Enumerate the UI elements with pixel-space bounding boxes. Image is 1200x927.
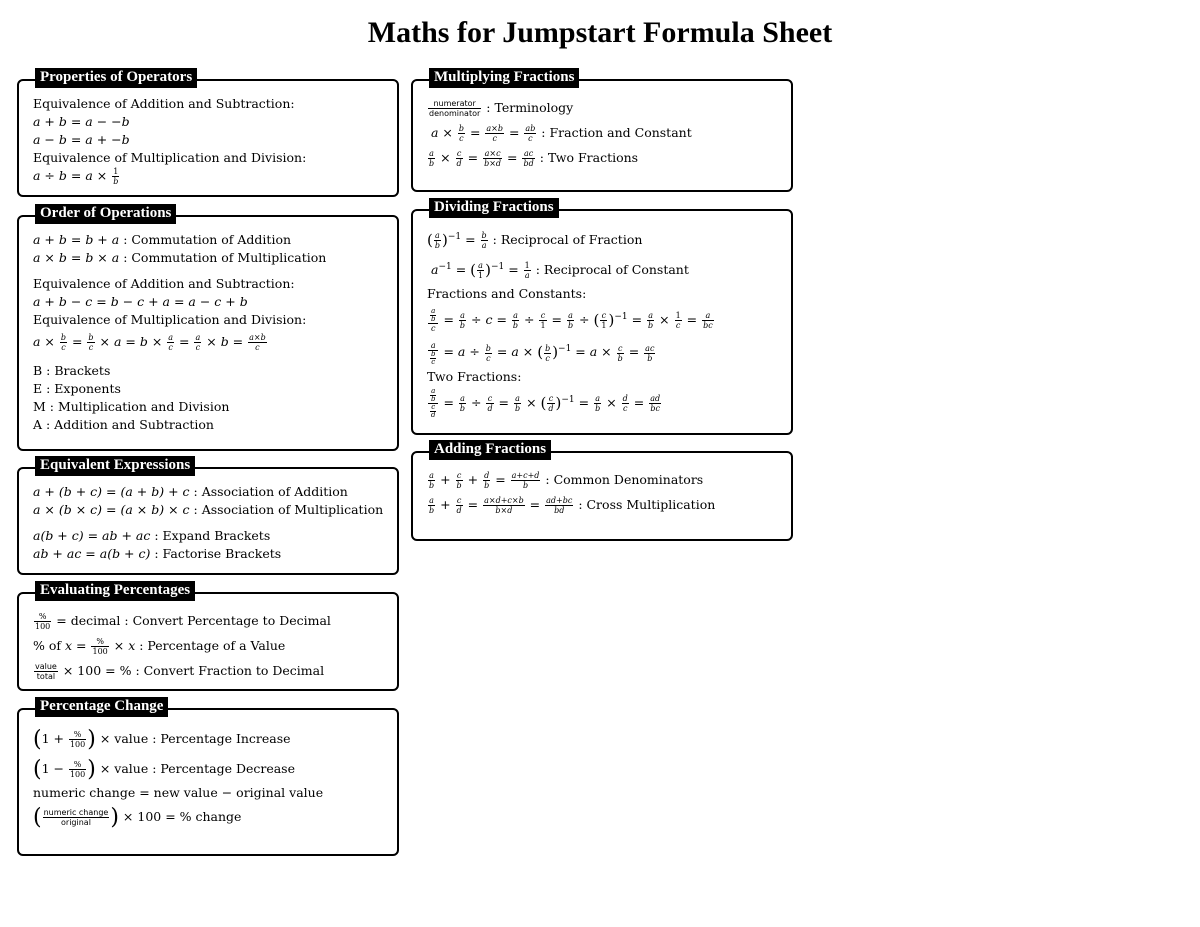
label: : Association of Addition (193, 484, 348, 499)
text-line: Equivalence of Addition and Subtraction: (33, 276, 295, 291)
formula: $\frac{\text{value}}{\text{total}}$ × 100 = % : Convert Fraction to Decimal (35, 662, 325, 681)
formula: a × $\frac{b}{c}$ = $\frac{a\times b}{c}$ = $\frac{ab}{c}$ : Fraction and Constant (430, 124, 692, 143)
text-line: Equivalence of Multiplication and Division: (33, 312, 307, 327)
section-title: Dividing Fractions (429, 198, 559, 218)
formula: a × (b × c) = (a × b) × c : Association of Multiplication (33, 502, 384, 517)
label: : Reciprocal of Fraction (492, 232, 643, 248)
bedmas-item: B : Brackets (33, 363, 111, 378)
formula: $\frac{a}{b}$ × $\frac{c}{d}$ = $\frac{a\times c}{b\times d}$ = $\frac{ac}{bd}$ : Two Fractions (429, 149, 639, 168)
formula: $\frac{a}{b}$ + $\frac{c}{d}$ = $\frac{a\times d+c\times b}{b\times d}$ = $\frac{ad+bc}{bd}$ : Cross Multiplication (429, 496, 716, 515)
label: : Two Fractions (539, 150, 639, 165)
section-equivalent-expressions (17, 457, 399, 575)
formula: a + b = a − −b (33, 114, 130, 129)
section-title: Percentage Change (35, 697, 168, 717)
section-order-of-operations (17, 205, 399, 451)
section-properties-of-operators (17, 69, 399, 197)
page-title: Maths for Jumpstart Formula Sheet (367, 16, 833, 49)
formula: a × $\frac{b}{c}$ = $\frac{b}{c}$ × a = b × $\frac{a}{c}$ = $\frac{a}{c}$ × b = $\frac{a\times b}{c}$ (33, 333, 266, 352)
formula: a + b = b + a : Commutation of Addition (33, 232, 292, 247)
section-adding-fractions (411, 441, 793, 541)
formula: (1 − $\frac{\%}{100}$ ) × value : Percentage Decrease (33, 757, 295, 782)
section-title: Evaluating Percentages (35, 581, 195, 601)
formula: $\frac{a}{\frac{b}{c}}$ = a ÷ $\frac{b}{c}$ = a × ( $\frac{b}{c}$ )$^{-1}$ = a × $\frac{c}{b}$ = $\frac{ac}{b}$ (427, 335, 783, 367)
text-line: Fractions and Constants: (427, 286, 587, 302)
section-title: Adding Fractions (429, 440, 551, 460)
formula: a ÷ b = a × $\frac{1}{b}$ (33, 167, 119, 186)
text-line: Equivalence of Addition and Subtraction: (33, 96, 295, 111)
label: : Percentage of a Value (139, 638, 286, 653)
label: : Expand Brackets (154, 528, 271, 543)
bedmas-item: M : Multiplication and Division (33, 399, 230, 414)
label: : Cross Multiplication (578, 497, 716, 512)
label: : Convert Fraction to Decimal (135, 663, 325, 678)
formula: ab + ac = a(b + c) : Factorise Brackets (33, 546, 282, 561)
text-line: Two Fractions: (427, 368, 522, 384)
formula: ( $\frac{a}{b}$ )$^{-1}$ = $\frac{b}{a}$ : Reciprocal of Fraction (427, 231, 643, 251)
text-line: Equivalence of Multiplication and Division: (33, 150, 307, 165)
label: : Percentage Decrease (152, 761, 295, 776)
label: : Reciprocal of Constant (535, 262, 689, 278)
section-multiplying-fractions (411, 69, 793, 192)
label: : Commutation of Multiplication (123, 250, 327, 265)
section-evaluating-percentages (17, 582, 399, 691)
formula: $\frac{\frac{a}{b}}{c}$ = $\frac{a}{b}$ ÷ c = $\frac{a}{b}$ ÷ $\frac{c}{1}$ = $\frac{a}{b}$ ÷ ( $\frac{c}{1}$ )$^{-1}$ = $\frac{a}{b}$ × $\frac{1}{c}$ = $\frac{a}{bc}$ (427, 303, 783, 335)
formula: $a^{-1}$ = ( $\frac{a}{1}$ )$^{-1}$ = $\frac{1}{a}$ : Reciprocal of Constant (430, 261, 689, 281)
label: : Percentage Increase (152, 731, 291, 746)
formula: a(b + c) = ab + ac : Expand Brackets (33, 528, 271, 543)
formula: a + b − c = b − c + a = a − c + b (33, 294, 248, 309)
label: : Commutation of Addition (123, 232, 292, 247)
label: : Factorise Brackets (154, 546, 282, 561)
label: : Convert Percentage to Decimal (124, 613, 331, 628)
section-title: Order of Operations (35, 204, 176, 224)
formula: (1 + $\frac{\%}{100}$ ) × value : Percentage Increase (33, 727, 291, 752)
formula: $\frac{\frac{a}{b}}{\frac{c}{d}}$ = $\frac{a}{b}$ ÷ $\frac{c}{d}$ = $\frac{a}{b}$ × ( $\frac{c}{d}$ )$^{-1}$ = $\frac{a}{b}$ × $\frac{d}{c}$ = $\frac{ad}{bc}$ (427, 386, 783, 419)
label: : Association of Multiplication (193, 502, 384, 517)
section-title: Properties of Operators (35, 68, 197, 88)
formula: ( $\frac{\text{numeric change}}{\text{original}}$ ) × 100 = % change (33, 805, 242, 830)
formula: $\frac{a}{b}$ + $\frac{c}{b}$ + $\frac{d}{b}$ = $\frac{a+c+d}{b}$ : Common Denominators (429, 471, 704, 490)
formula: a − b = a + −b (33, 132, 130, 147)
label: : Fraction and Constant (541, 125, 692, 140)
bedmas-item: A : Addition and Subtraction (33, 417, 214, 432)
section-title: Multiplying Fractions (429, 68, 579, 88)
formula: $\frac{\%}{100}$ = decimal : Convert Percentage to Decimal (35, 612, 331, 631)
section-dividing-fractions (411, 199, 793, 435)
text-line: numeric change = new value − original value (33, 785, 324, 800)
section-percentage-change (17, 698, 399, 856)
label: : Common Denominators (545, 472, 704, 487)
formula: a × b = b × a : Commutation of Multiplication (33, 250, 327, 265)
section-title: Equivalent Expressions (35, 456, 195, 476)
label: : Terminology (486, 100, 574, 115)
formula: a + (b + c) = (a + b) + c : Association of Addition (33, 484, 348, 499)
bedmas-item: E : Exponents (33, 381, 121, 396)
formula: $\frac{\text{numerator}}{\text{denominator}}$ : Terminology (429, 99, 574, 118)
formula: % of x = $\frac{\%}{100}$ × x : Percentage of a Value (33, 637, 286, 656)
